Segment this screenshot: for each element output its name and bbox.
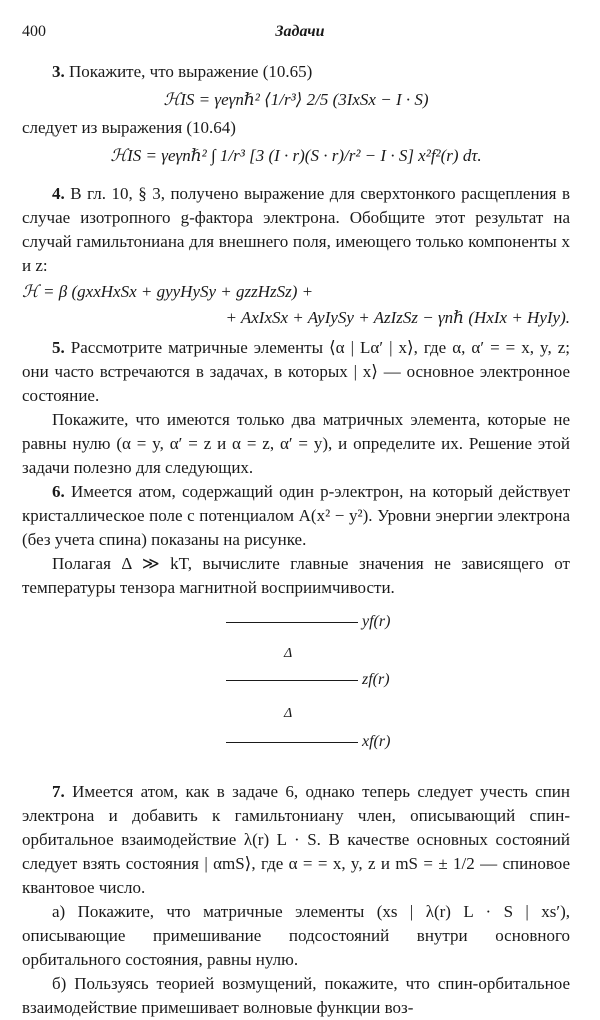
problem-3-number: 3.: [52, 62, 65, 81]
problem-7-part-a: а) Покажите, что матричные элементы (xs | λ(r) L · S | xs′), описывающие примешивание подсостояний внутри основного орбитального состояния, равны нулю.: [22, 902, 570, 969]
level-line-x: [226, 742, 358, 743]
hamiltonian-line-2: + AxIxSx + AyIySy + AzIzSz − γnℏ (HxIx + HyIy).: [225, 308, 570, 327]
hamiltonian-line-1: ℋ = β (gxxHxSx + gyyHySy + gzzHzSz) +: [22, 282, 314, 301]
level-line-y: [226, 622, 358, 623]
level-label-y: yf(r): [362, 613, 391, 630]
problem-6-text2: Полагая Δ ≫ kT, вычислите главные значения не зависящего от температуры тензора магнитной восприимчивости.: [22, 554, 570, 597]
gap-label-lower: Δ: [284, 706, 293, 721]
formula-10-64: ℋIS = γeγnℏ² ∫ 1/r³ [3 (I · r)(S · r)/r² − I · S] x²f²(r) dτ.: [110, 146, 482, 165]
problem-3-text2: следует из выражения (10.64): [22, 118, 236, 137]
problem-7: [22, 780, 570, 900]
problem-7-part-b: б) Пользуясь теорией возмущений, покажите, что спин-орбитальное взаимодействие примешивает волновые функции воз-: [22, 974, 570, 1017]
problem-5-text: Рассмотрите матричные элементы ⟨α | Lα′ | x⟩, где α, α′ = = x, y, z; они часто встречаются в задачах, в которых | x⟩ — основное электронное состояние.: [22, 338, 570, 405]
problem-5: [22, 336, 570, 408]
energy-level-diagram: [22, 608, 570, 768]
formula-10-65: ℋIS = γeγnℏ² ⟨1/r³⟩ 2/5 (3IxSx − I · S): [163, 90, 429, 109]
page-number: 400: [22, 23, 46, 40]
problem-4-number: 4.: [52, 184, 65, 203]
problem-6-number: 6.: [52, 482, 65, 501]
problem-6-text: Имеется атом, содержащий один p-электрон, на который действует кристаллическое поле с потенциалом A(x² − y²). Уровни энергии электрона (без учета спина) показаны на рисунке.: [22, 482, 570, 549]
gap-label-upper: Δ: [284, 646, 293, 661]
problem-7-text: Имеется атом, как в задаче 6, однако теперь следует учесть спин электрона и добавить к гамильтониану член, описывающий спин-орбитальное взаимодействие λ(r) L · S. В качестве основных состояний следует взять состояния | αmS⟩, где α = = x, y, z и mS = ± 1/2 — спиновое квантовое число.: [22, 782, 570, 897]
problem-4-text: В гл. 10, § 3, получено выражение для сверхтонкого расщепления в случае изотропного g-фактора электрона. Обобщите этот результат на случай гамильтониана для внешнего поля, имеющего только компоненты x и z:: [22, 184, 571, 275]
problem-3-text: Покажите, что выражение (10.65): [69, 62, 313, 81]
problem-5-text2: Покажите, что имеются только два матричных элемента, которые не равны нулю (α = y, α′ = z и α = z, α′ = y), и определите их. Решение этой задачи полезно для следующих.: [22, 410, 570, 477]
problem-6: [22, 480, 570, 552]
page-body: [22, 60, 570, 1020]
level-label-z: zf(r): [362, 671, 390, 688]
problem-4: [22, 182, 570, 278]
problem-7-number: 7.: [52, 782, 65, 801]
running-title: Задачи: [275, 23, 325, 40]
problem-3-intro: [22, 60, 570, 84]
level-line-z: [226, 680, 358, 681]
level-label-x: xf(r): [362, 733, 391, 750]
page-header: [22, 20, 578, 42]
problem-5-number: 5.: [52, 338, 65, 357]
